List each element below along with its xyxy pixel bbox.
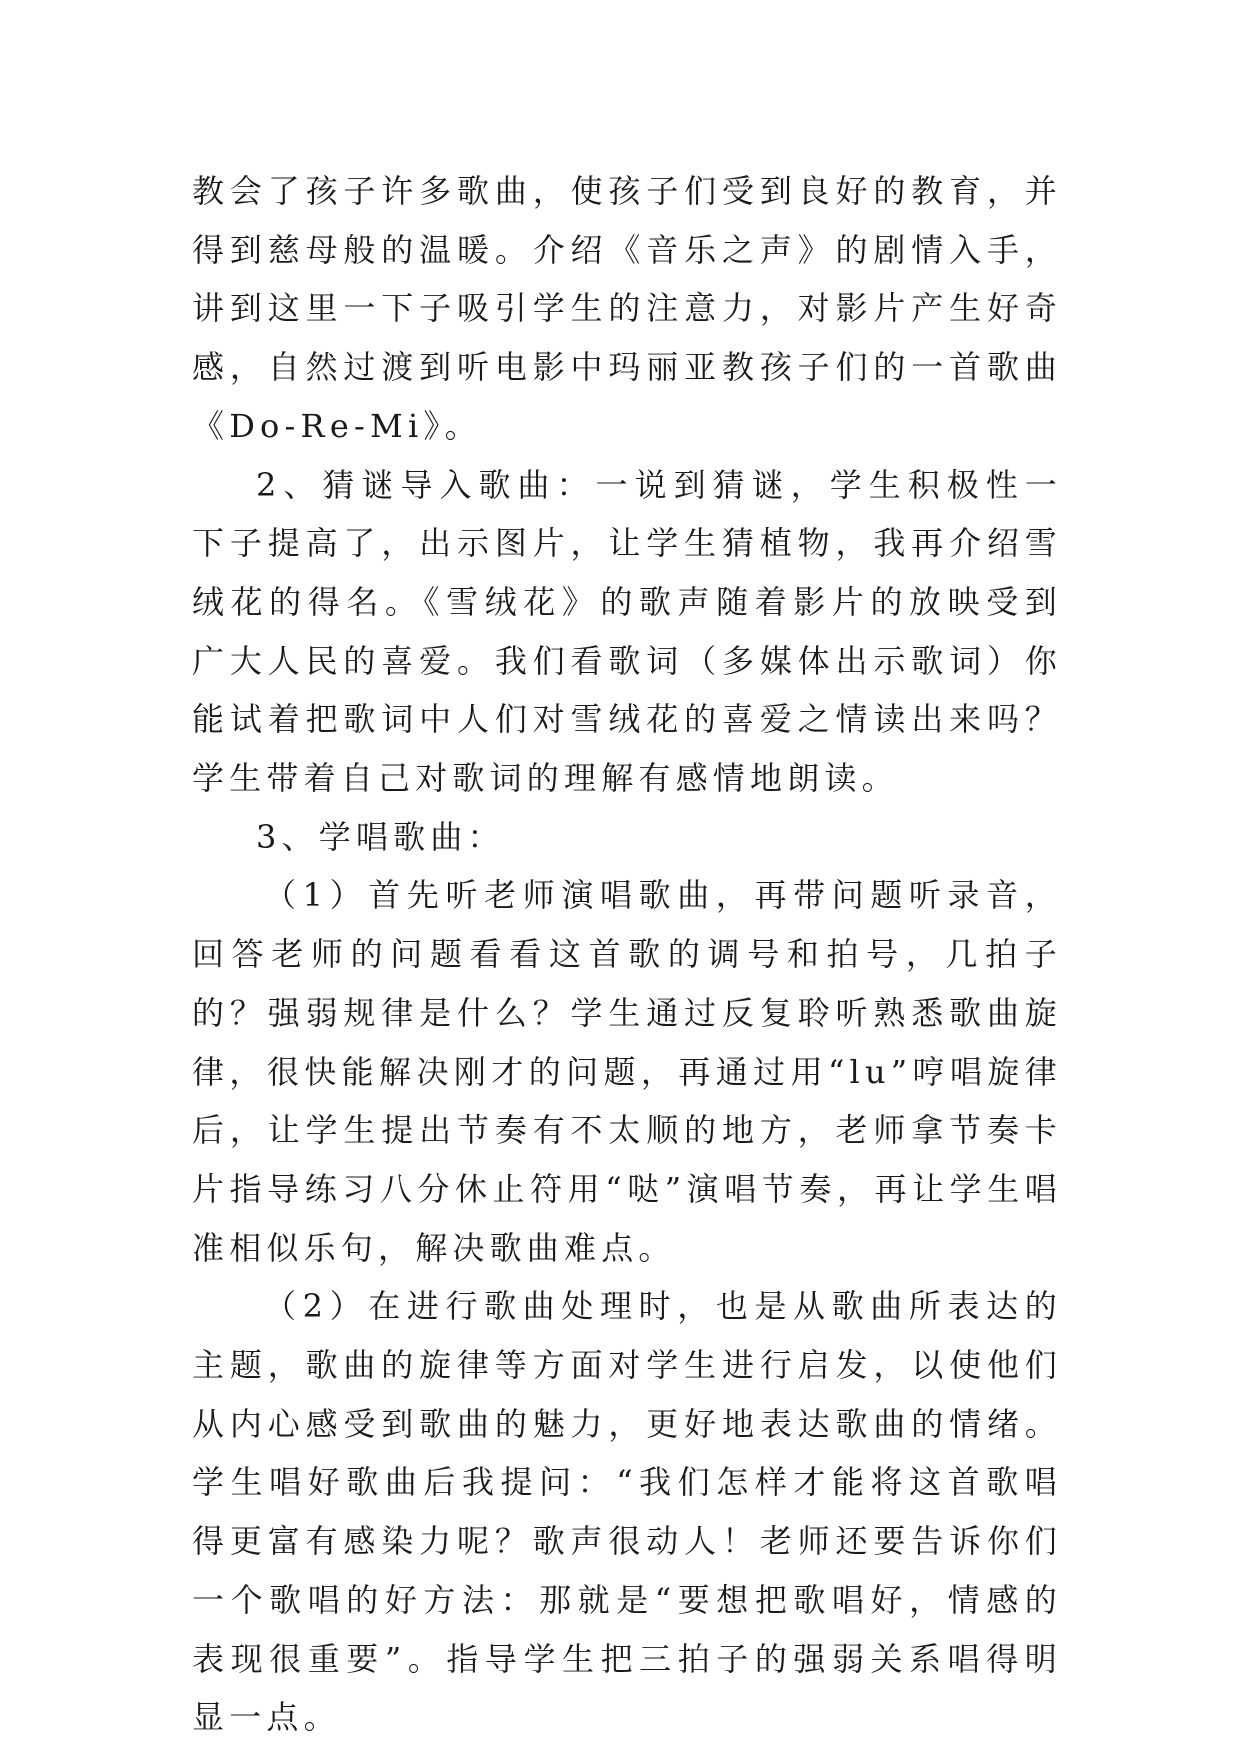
- paragraph-step-1: （1）首先听老师演唱歌曲，再带问题听录音，回答老师的问题看看这首歌的调号和拍号，几拍子的？强弱规律是什么？学生通过反复聆听熟悉歌曲旋律，很快能解决刚才的问题，再通过用“lu”哼唱旋律后，让学生提出节奏有不太顺的地方，老师拿节奏卡片指导练习八分休止符用“哒”演唱节奏，再让学生唱准相似乐句，解决歌曲难点。: [192, 876, 1062, 1267]
- document-body: [192, 162, 1062, 1747]
- paragraph-step-2: （2）在进行歌曲处理时，也是从歌曲所表达的主题，歌曲的旋律等方面对学生进行启发，以使他们从内心感受到歌曲的魅力，更好地表达歌曲的情绪。学生唱好歌曲后我提问：“我们怎样才能将这首歌唱得更富有感染力呢？歌声很动人！老师还要告诉你们一个歌唱的好方法：那就是“要想把歌唱好，情感的表现很重要”。指导学生把三拍子的强弱关系唱得明显一点。: [192, 1287, 1062, 1737]
- paragraph-learn-song-heading: 3、学唱歌曲：: [256, 817, 505, 856]
- paragraph-continuation: 教会了孩子许多歌曲，使孩子们受到良好的教育，并得到慈母般的温暖。介绍《音乐之声》的剧情入手，讲到这里一下子吸引学生的注意力，对影片产生好奇感，自然过渡到听电影中玛丽亚教孩子们的一首歌曲《Do-Re-Mi》。: [192, 172, 1062, 445]
- paragraph-riddle-intro: 2、猜谜导入歌曲：一说到猜谜，学生积极性一下子提高了，出示图片，让学生猜植物，我再介绍雪绒花的得名。《雪绒花》的歌声随着影片的放映受到广大人民的喜爱。我们看歌词（多媒体出示歌词）你能试着把歌词中人们对雪绒花的喜爱之情读出来吗？学生带着自己对歌词的理解有感情地朗读。: [192, 465, 1062, 798]
